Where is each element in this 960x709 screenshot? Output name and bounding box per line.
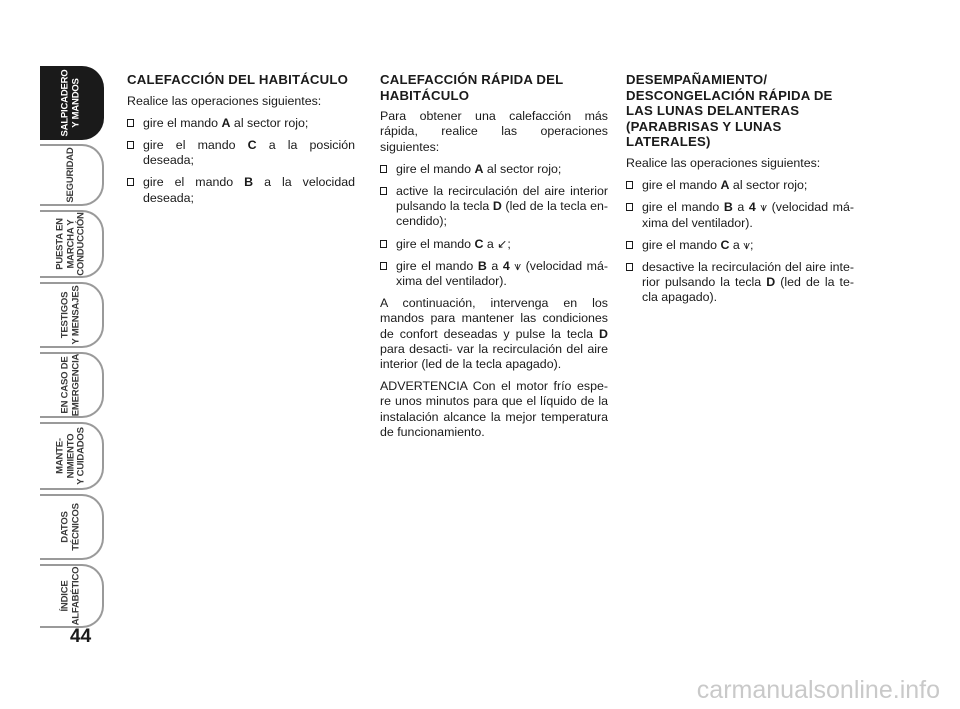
tab-salpicadero-y-mandos[interactable]: [40, 66, 104, 140]
section-calefaccion-rapida: [380, 72, 608, 447]
fan-max-icon: ⩛: [760, 200, 768, 215]
section-calefaccion-habitaculo: [127, 72, 355, 213]
tab-label: DATOS TÉCNICOS: [59, 503, 81, 551]
section-desempanamiento: [626, 72, 854, 313]
step-item: gire el mando A al sector rojo;: [380, 162, 608, 177]
intro-text: Realice las operaciones siguientes:: [127, 93, 322, 108]
tab-label: PUESTA EN MARCHA Y CONDUCCIÓN: [54, 212, 87, 276]
step-item: gire el mando B a 4 ⩛ (velocidad má- xima del ventilador).: [380, 259, 608, 289]
steps-list: [626, 178, 854, 305]
step-item: gire el mando A al sector rojo;: [626, 178, 854, 193]
tab-puesta-en-marcha[interactable]: [40, 210, 104, 278]
intro-text: Realice las operaciones siguientes:: [626, 155, 821, 170]
section-heading: CALEFACCIÓN RÁPIDA DEL HABITÁCULO: [380, 72, 564, 103]
tab-datos-tecnicos[interactable]: [40, 494, 104, 560]
steps-list: [127, 116, 355, 206]
checkbox-bullet-icon: [380, 262, 387, 270]
section-heading: DESEMPAÑAMIENTO/ DESCONGELACIÓN RÁPIDA DE LAS LUNAS DELANTERAS (PARABRISAS Y LUNAS LATERALES): [626, 72, 833, 150]
tab-label: TESTIGOS Y MENSAJES: [59, 285, 81, 345]
checkbox-bullet-icon: [380, 240, 387, 248]
watermark: carmanualsonline.info: [696, 676, 940, 704]
checkbox-bullet-icon: [127, 178, 134, 186]
fan-max-icon: ⩛: [514, 258, 522, 273]
step-item: active la recirculación del aire interior pulsando la tecla D (led de la tecla en- cendido);: [380, 184, 608, 230]
tab-testigos-y-mensajes[interactable]: [40, 282, 104, 348]
step-item: gire el mando C a ⩛;: [626, 238, 854, 253]
step-item: gire el mando B a 4 ⩛ (velocidad má- xima del ventilador).: [626, 200, 854, 230]
tab-indice-alfabetico[interactable]: [40, 564, 104, 628]
tab-label: SEGURIDAD: [64, 147, 76, 203]
step-item: desactive la recirculación del aire inte- rior pulsando la tecla D (led de la te- cla apagado).: [626, 260, 854, 306]
checkbox-bullet-icon: [127, 119, 134, 127]
tab-en-caso-de-emergencia[interactable]: [40, 352, 104, 418]
chapter-tabs: [40, 66, 106, 632]
windscreen-defrost-icon: ⩛: [743, 237, 751, 252]
checkbox-bullet-icon: [380, 187, 387, 195]
checkbox-bullet-icon: [127, 141, 134, 149]
step-item: gire el mando C a ↙;: [380, 237, 608, 252]
tab-mantenimiento-y-cuidados[interactable]: [40, 422, 104, 490]
section-heading: CALEFACCIÓN DEL HABITÁCULO: [127, 72, 349, 87]
warning-text: ADVERTENCIA Con el motor frío espe- re unos minutos para que el líquido de la instalación alcance la mejor temperatura de funcionamiento.: [380, 379, 608, 439]
step-item: gire el mando A al sector rojo;: [127, 116, 355, 131]
feet-airflow-icon: ↙: [497, 236, 508, 251]
paragraph-text: A continuación, intervenga en los mandos para mantener las condiciones de confort deseadas y pulse la tecla D para desacti- var la recirculación del aire interior (led de la tecla apagado).: [380, 296, 608, 372]
tab-seguridad[interactable]: [40, 144, 104, 206]
intro-text: Para obtener una calefacción más rápida, realice las operaciones siguientes:: [380, 109, 608, 154]
checkbox-bullet-icon: [626, 263, 633, 271]
checkbox-bullet-icon: [626, 181, 633, 189]
step-item: gire el mando B a la velocidad deseada;: [127, 175, 355, 205]
tab-label: EN CASO DE EMERGENCIA: [59, 353, 81, 417]
steps-list: [380, 162, 608, 289]
tab-label: ÍNDICE ALFABÉTICO: [59, 566, 81, 626]
tab-label: MANTE- NIMIENTO Y CUIDADOS: [54, 427, 87, 485]
checkbox-bullet-icon: [626, 241, 633, 249]
step-item: gire el mando C a la posición deseada;: [127, 138, 355, 168]
checkbox-bullet-icon: [626, 203, 633, 211]
checkbox-bullet-icon: [380, 165, 387, 173]
page-number: 44: [70, 626, 92, 647]
tab-label: SALPICADERO Y MANDOS: [59, 69, 81, 137]
